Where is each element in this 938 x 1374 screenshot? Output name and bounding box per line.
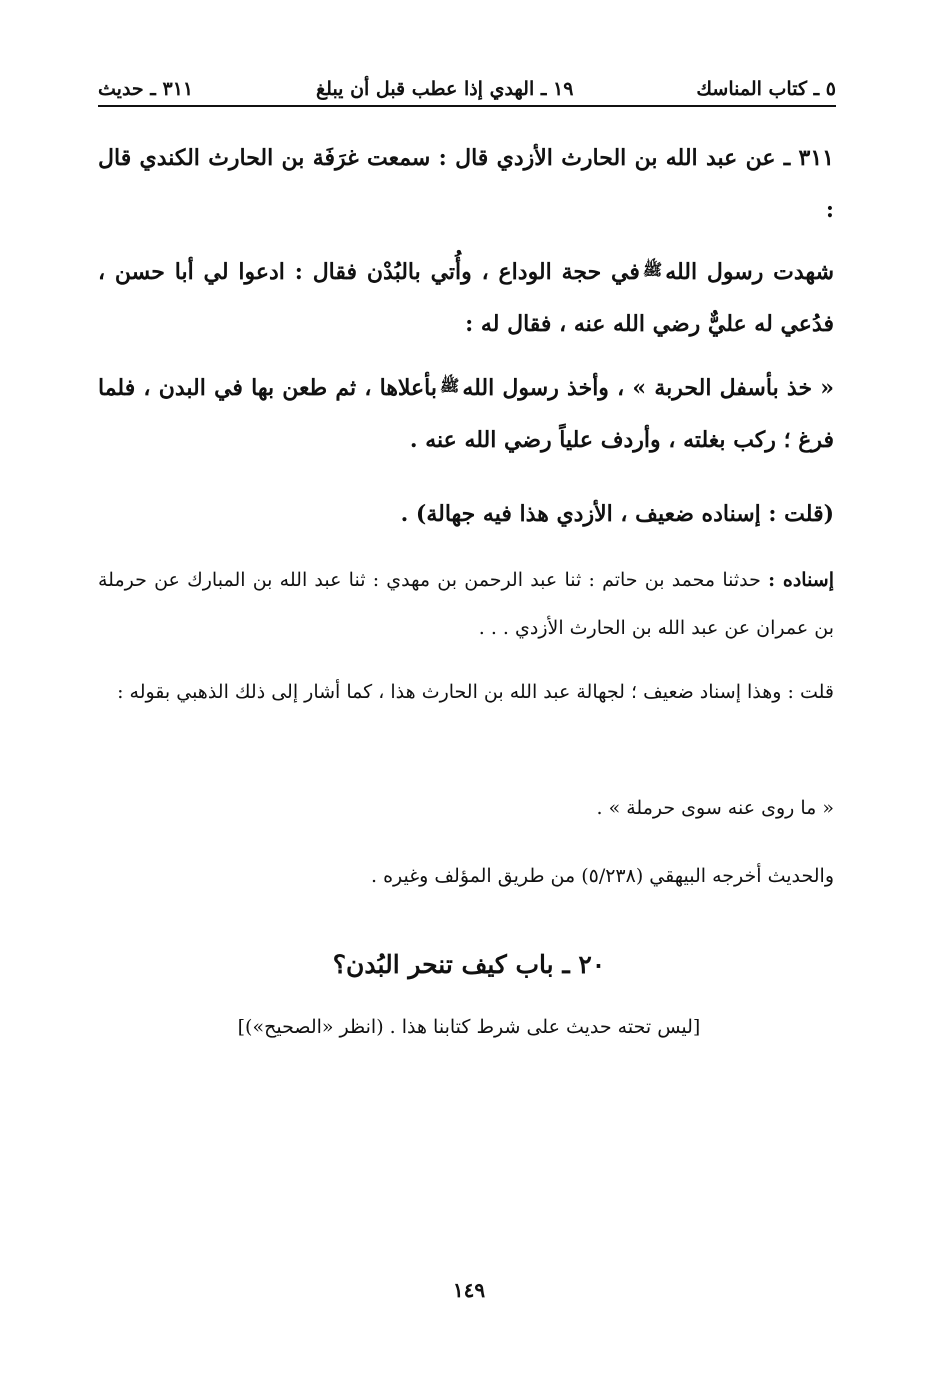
hadith-grade: (قلت : إسناده ضعيف ، الأزدي هذا فيه جهالة) .	[400, 501, 834, 527]
running-header	[98, 72, 836, 106]
hadith-p1-part-a: شهدت رسول الله	[665, 259, 835, 285]
hadith-p2-part-a: « خذ بأسفل الحربة » ، وأخذ رسول الله	[462, 375, 834, 401]
chapter-note: [ليس تحته حديث على شرط كتابنا هذا . (انظر «الصحيح»)]	[237, 1016, 701, 1038]
hadith-number: ٣١١ ـ	[783, 145, 834, 171]
header-book-title: ٥ ـ كتاب المناسك	[696, 78, 836, 100]
header-divider	[98, 105, 836, 107]
hadith-p2-part-b: بأعلاها ، ثم طعن بها في البدن ، فلما فرغ ؛ ركب بغلته ، وأردف علياً رضي الله عنه .	[98, 375, 834, 453]
salawat-symbol: ﷺ	[440, 376, 460, 395]
hadith-intro	[98, 132, 834, 236]
page-number: ١٤٩	[452, 1278, 486, 1302]
header-hadith-number: ٣١١ ـ حديث	[98, 78, 194, 100]
takhrij-paragraph: والحديث أخرجه البيهقي (٥/٢٣٨) من طريق المؤلف وغيره .	[370, 865, 834, 887]
isnad-paragraph	[98, 556, 834, 652]
salawat-symbol: ﷺ	[642, 260, 663, 279]
hadith-paragraph-2	[98, 360, 834, 466]
isnad-text: حدثنا محمد بن حاتم : ثنا عبد الرحمن بن مهدي : ثنا عبد الله بن المبارك عن حرملة بن عمران عن عبد الله بن الحارث الأزدي . . .	[98, 569, 834, 639]
hadith-paragraph-1	[98, 244, 834, 350]
chapter-title: ٢٠ ـ باب كيف تنحر البُدن؟	[332, 950, 606, 979]
isnad-label: إسناده :	[768, 569, 835, 591]
hadith-intro-text: عن عبد الله بن الحارث الأزدي قال : سمعت غرَفَة بن الحارث الكندي قال :	[98, 145, 834, 223]
header-section-title: ١٩ ـ الهدي إذا عطب قبل أن يبلغ	[316, 78, 574, 100]
commentary-note: قلت : وهذا إسناد ضعيف ؛ لجهالة عبد الله بن الحارث هذا ، كما أشار إلى ذلك الذهبي بقوله :	[117, 681, 834, 703]
hadith-p1-part-b: في حجة الوداع ، وأُتي بالبُدْن فقال : ادعوا لي أبا حسن ، فدُعي له عليٌّ رضي الله عنه ، فقال له :	[98, 259, 834, 337]
dhahabi-quote: « ما روى عنه سوى حرملة » .	[596, 797, 834, 819]
